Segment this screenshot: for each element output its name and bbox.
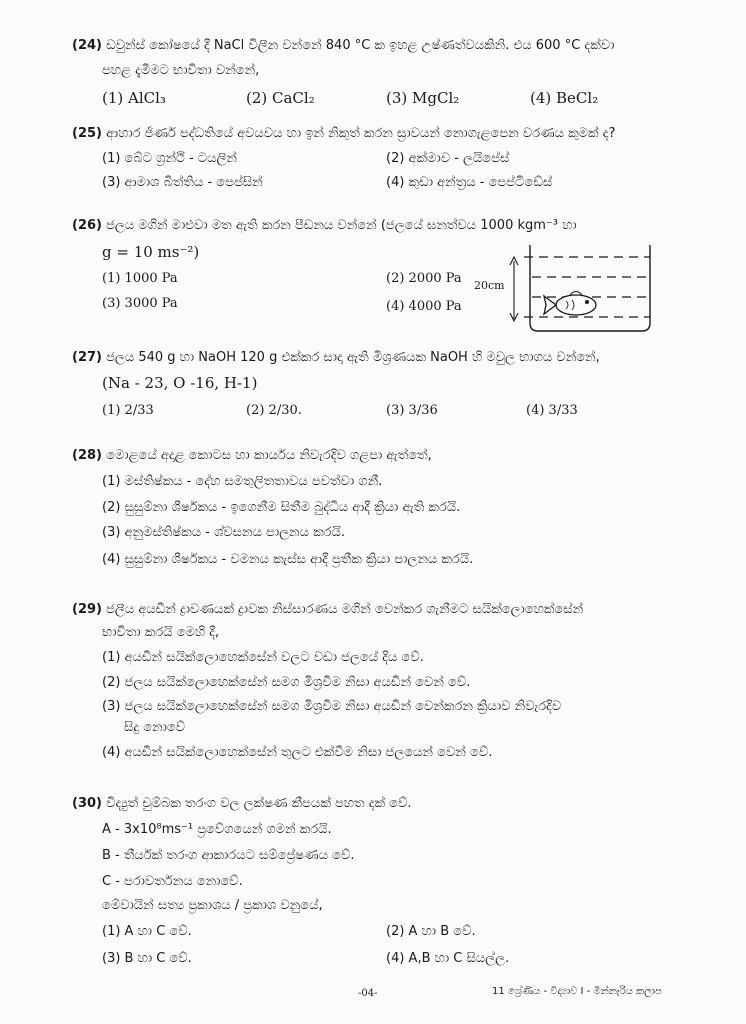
q30-text: විද්‍යුත් චුම්බක තරංග වල ලක්ෂණ කීපයක් පහත දක් වේ.: [106, 796, 412, 811]
q25-number: (25): [72, 126, 102, 141]
q28-option-3: (3) අනුමස්තිෂ්කය - ශ්වසනය පාලනය කරයි.: [102, 525, 345, 540]
q24-number: (24): [72, 38, 102, 53]
q26-text: ජලය මගින් මාළුවා මත ඇති කරන පීඩනය වන්නේ (ජලයේ ඝනත්වය 1000 kgm⁻³ හා: [106, 218, 577, 233]
q29-stem-line2: භාවිතා කරයි මෙහි දී,: [102, 625, 220, 640]
tank-outline: [530, 245, 650, 331]
q28-text: මොළයේ අදාළ කොටස හා කාර්යය නිවැරදිව ගළපා ඇත්තේ,: [106, 448, 432, 463]
q30-option-3: (3) B හා C වේ.: [102, 951, 192, 966]
q27-number: (27): [72, 350, 102, 365]
q24-option-2: (2) CaCl₂: [246, 89, 315, 107]
q29-option-4: (4) අයඩීන් සයික්ලොහෙක්සේන් තුලට එක්වීම නිසා ජලයෙන් වෙන් වේ.: [102, 745, 493, 760]
q25-text: ආහාර ජිර්ණ පද්ධතියේ අවයවය හා ඉන් නිකුත් කරන ස්‍රාවයන් නොගැළපෙන වරණය කුමක් ද?: [106, 126, 616, 141]
q29-option-2: (2) ජලය සයික්ලොහෙක්සේන් සමග මිශ්‍රවීම නිසා අයඩීන් වෙන් වේ.: [102, 675, 471, 690]
q26-stem-line1: [72, 218, 577, 233]
q24-option-4: (4) BeCl₂: [530, 89, 599, 107]
q27-option-3: (3) 3/36: [386, 403, 438, 418]
q26-option-2: (2) 2000 Pa: [386, 271, 462, 286]
tank-depth-label: 20cm: [474, 279, 505, 292]
q29-option-3-cont: සිදු නොවේ: [124, 720, 186, 735]
q24-stem-line2: පහළ දැමීමට භාවිතා වන්නේ,: [102, 63, 260, 78]
q30-stem-line1: [72, 796, 412, 811]
q25-option-3: (3) ආමාශ බිත්තිය - පෙප්සින්: [102, 175, 263, 190]
q28-option-4: (4) සුසුම්නා ශීර්ෂකය - වමනය කැස්ස ආදී ප්‍රතීක ක්‍රියා පාලනය කරයි.: [102, 552, 474, 567]
q29-number: (29): [72, 602, 102, 617]
q29-option-1: (1) අයඩීන් සයික්ලොහෙක්සේන් වලට වඩා ජලයේ දිය වේ.: [102, 650, 424, 665]
q26-stem-line2: g = 10 ms⁻²): [102, 243, 200, 261]
q27-stem-line2: (Na - 23, O -16, H-1): [102, 374, 258, 392]
q25-option-1: (1) බේට ග්‍රන්ථි - ටයලින්: [102, 151, 237, 166]
q28-number: (28): [72, 448, 102, 463]
q27-stem-line1: [72, 350, 600, 365]
q30-option-2: (2) A හා B වේ.: [386, 924, 476, 939]
q25-stem: [72, 126, 615, 141]
page-number: -04-: [358, 988, 378, 999]
q30-statement-a: A - 3x10⁸ms⁻¹ ප්‍රවේගයෙන් ගමන් කරයි.: [102, 822, 332, 837]
q25-option-2: (2) අක්මාව - ලයිපේස්: [386, 151, 510, 166]
q30-statement-b: B - තීර්යක් තරංග ආකාරයට සම්ප්‍රේෂණය වේ.: [102, 848, 355, 863]
q29-option-3: (3) ජලය සයික්ලොහෙක්සේන් සමග මිශ්‍රවීම නිසා අයඩීන් වෙන්කරන ක්‍රියාව නිවැරදිව: [102, 699, 562, 714]
footer-label: 11 ශ්‍රේණිය - විද්‍යාව I - මින්නෑරිය කලාප: [492, 986, 662, 997]
q24-text: ඩවුන්ස් කෝෂයේ දී NaCl විලීන වන්නේ 840 °C ක ඉහළ උෂ්ණත්වයකිනි. එය 600 °C දක්වා: [106, 38, 615, 53]
q26-option-1: (1) 1000 Pa: [102, 271, 178, 286]
fish-tank-diagram: [474, 243, 664, 335]
q24-option-3: (3) MgCl₂: [386, 89, 460, 107]
q25-option-4: (4) කුඩා අන්ත්‍රය - පෙප්ටිඩේස්: [386, 175, 553, 190]
q30-stem-line2: මේවායින් සත්‍ය ප්‍රකාශය / ප්‍රකාශ වනුයේ,: [102, 898, 323, 913]
q27-option-4: (4) 3/33: [526, 403, 578, 418]
q30-number: (30): [72, 796, 102, 811]
fish-icon: [544, 292, 596, 316]
q24-option-1: (1) AlCl₃: [102, 89, 166, 107]
q30-option-1: (1) A හා C වේ.: [102, 924, 192, 939]
q29-stem-line1: [72, 602, 583, 617]
q30-statement-c: C - පරාවර්තනය නොවේ.: [102, 874, 243, 889]
q27-option-2: (2) 2/30.: [246, 403, 302, 418]
q28-option-2: (2) සුසුම්නා ශීර්ෂකය - ඉගෙනීම සිතීම බුද්ධිය ආදී ක්‍රියා ඇති කරයි.: [102, 500, 461, 515]
q24-stem-line1: [72, 38, 614, 53]
q29-text: ජලීය අයඩීන් ද්‍රාවණයක් ද්‍රාවක නිස්සාරණය මගින් වෙන්කර ගැනීමට සයික්ලොහෙක්සේන්: [106, 602, 584, 617]
q27-text: ජලය 540 g හා NaOH 120 g එක්කර සාදා ඇති මිශ්‍රණයක NaOH හි මවුල භාගය වන්නේ,: [106, 350, 600, 365]
q26-number: (26): [72, 218, 102, 233]
q30-option-4: (4) A,B හා C සියල්ල.: [386, 951, 510, 966]
q28-stem: [72, 448, 432, 463]
q26-option-3: (3) 3000 Pa: [102, 296, 178, 311]
q27-option-1: (1) 2/33: [102, 403, 154, 418]
q28-option-1: (1) මස්තිෂ්කය - දේහ සමතුලිතතාවය පවත්වා ගනී.: [102, 474, 383, 489]
q26-option-4: (4) 4000 Pa: [386, 299, 462, 314]
